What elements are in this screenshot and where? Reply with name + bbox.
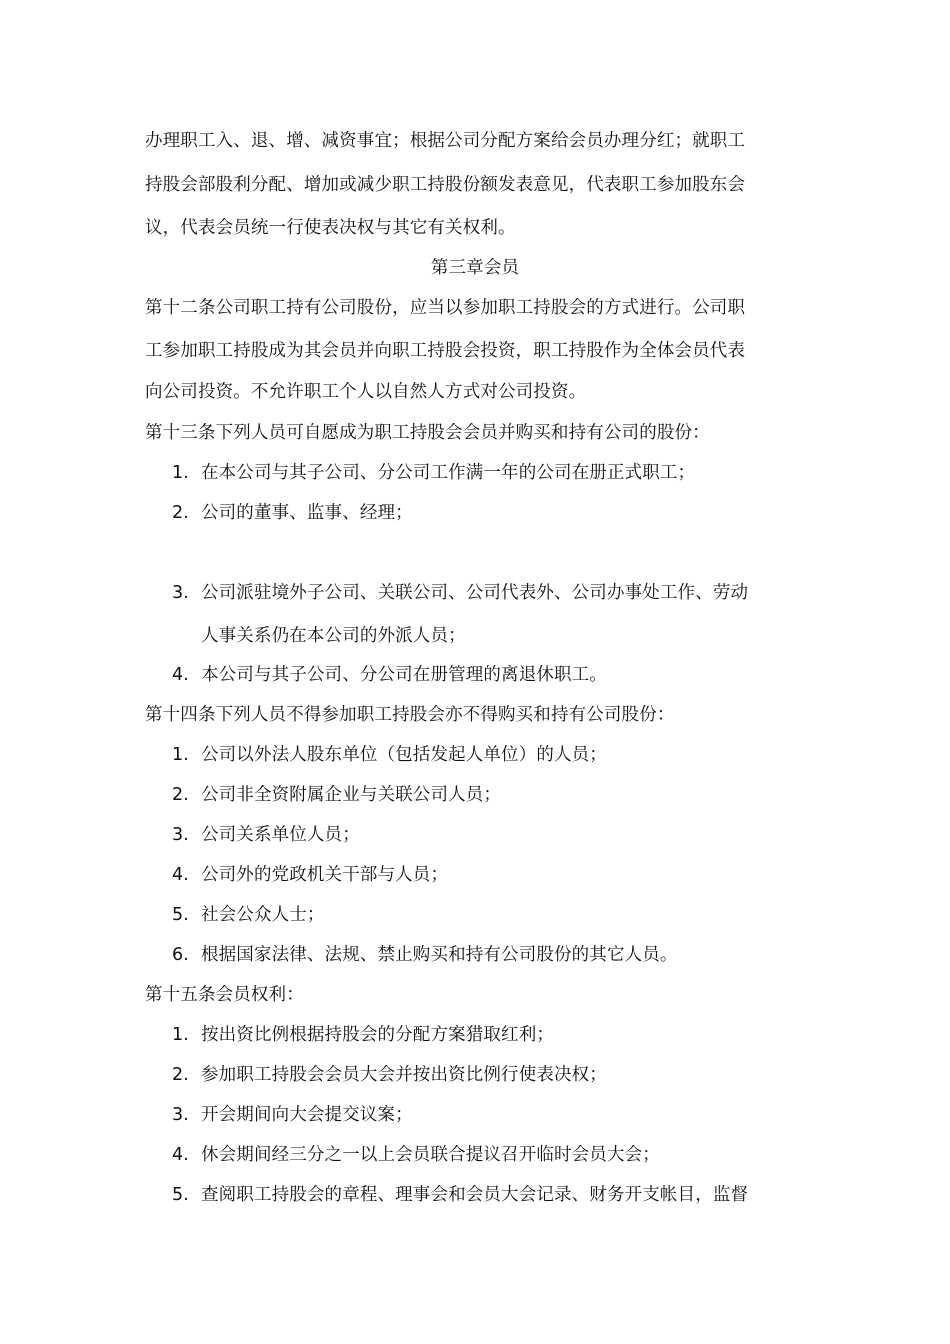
list-item-text: 公司非全资附属企业与关联公司人员； bbox=[201, 785, 502, 805]
list-item-number: 4. bbox=[172, 865, 189, 885]
list-item-number: 5. bbox=[172, 1185, 189, 1205]
list-item-text: 公司的董事、监事、经理； bbox=[201, 503, 413, 523]
list-item bbox=[172, 1183, 802, 1207]
list-item-text: 开会期间向大会提交议案； bbox=[201, 1105, 413, 1125]
article-12-line: 工参加职工持股成为其会员并向职工持股会投资，职工持股作为全体会员代表 bbox=[145, 341, 746, 361]
list-item-text: 公司以外法人股东单位（包括发起人单位）的人员； bbox=[201, 745, 607, 765]
list-item bbox=[172, 581, 802, 605]
list-item-text: 按出资比例根据持股会的分配方案猎取红利； bbox=[201, 1025, 554, 1045]
list-item-text: 社会公众人士； bbox=[201, 905, 325, 925]
list-item-text: 本公司与其子公司、分公司在册管理的离退休职工。 bbox=[201, 665, 607, 685]
list-item-number: 3. bbox=[172, 583, 189, 603]
list-item-text: 参加职工持股会会员大会并按出资比例行使表决权； bbox=[201, 1065, 607, 1085]
list-item bbox=[172, 663, 802, 687]
list-item bbox=[172, 743, 802, 767]
list-item-number: 2. bbox=[172, 503, 189, 523]
list-item-number: 4. bbox=[172, 665, 189, 685]
list-item-number: 2. bbox=[172, 1065, 189, 1085]
list-item-number: 4. bbox=[172, 1145, 189, 1165]
article-12-line: 向公司投资。不允许职工个人以自然人方式对公司投资。 bbox=[145, 382, 587, 402]
list-item bbox=[172, 943, 802, 967]
article-12-line: 第十二条公司职工持有公司股份，应当以参加职工持股会的方式进行。公司职 bbox=[145, 298, 746, 318]
paragraph-line: 持股会部股利分配、增加或减少职工持股份额发表意见，代表职工参加股东会 bbox=[145, 175, 746, 195]
list-item-number: 1. bbox=[172, 463, 189, 483]
list-item-number: 1. bbox=[172, 745, 189, 765]
list-item-text: 休会期间经三分之一以上会员联合提议召开临时会员大会； bbox=[201, 1145, 660, 1165]
list-item bbox=[172, 1063, 802, 1087]
list-item-number: 3. bbox=[172, 825, 189, 845]
article-14-heading: 第十四条下列人员不得参加职工持股会亦不得购买和持有公司股份： bbox=[145, 705, 675, 725]
list-item bbox=[172, 501, 802, 525]
list-item bbox=[172, 903, 802, 927]
list-item-number: 6. bbox=[172, 945, 189, 965]
list-item bbox=[172, 1103, 802, 1127]
list-item-continuation: 人事关系仍在本公司的外派人员； bbox=[201, 626, 466, 646]
list-item bbox=[172, 783, 802, 807]
list-item bbox=[172, 461, 802, 485]
article-13-heading: 第十三条下列人员可自愿成为职工持股会会员并购买和持有公司的股份： bbox=[145, 423, 710, 443]
list-item-number: 2. bbox=[172, 785, 189, 805]
list-item bbox=[172, 863, 802, 887]
list-item-text: 公司关系单位人员； bbox=[201, 825, 360, 845]
list-item-text: 根据国家法律、法规、禁止购买和持有公司股份的其它人员。 bbox=[201, 945, 678, 965]
list-item bbox=[172, 1023, 802, 1047]
list-item bbox=[172, 823, 802, 847]
list-item bbox=[172, 1143, 802, 1167]
paragraph-line: 办理职工入、退、增、减资事宜；根据公司分配方案给会员办理分红；就职工 bbox=[145, 131, 746, 151]
list-item-number: 1. bbox=[172, 1025, 189, 1045]
list-item-text: 公司派驻境外子公司、关联公司、公司代表外、公司办事处工作、劳动 bbox=[201, 583, 749, 603]
list-item-number: 5. bbox=[172, 905, 189, 925]
paragraph-line: 议，代表会员统一行使表决权与其它有关权利。 bbox=[145, 218, 516, 238]
chapter-title: 第三章会员 bbox=[430, 258, 520, 278]
article-15-heading: 第十五条会员权利： bbox=[145, 985, 304, 1005]
list-item-text: 在本公司与其子公司、分公司工作满一年的公司在册正式职工； bbox=[201, 463, 696, 483]
list-item-text: 公司外的党政机关干部与人员； bbox=[201, 865, 449, 885]
list-item-number: 3. bbox=[172, 1105, 189, 1125]
list-item-text: 查阅职工持股会的章程、理事会和会员大会记录、财务开支帐目，监督 bbox=[201, 1185, 749, 1205]
